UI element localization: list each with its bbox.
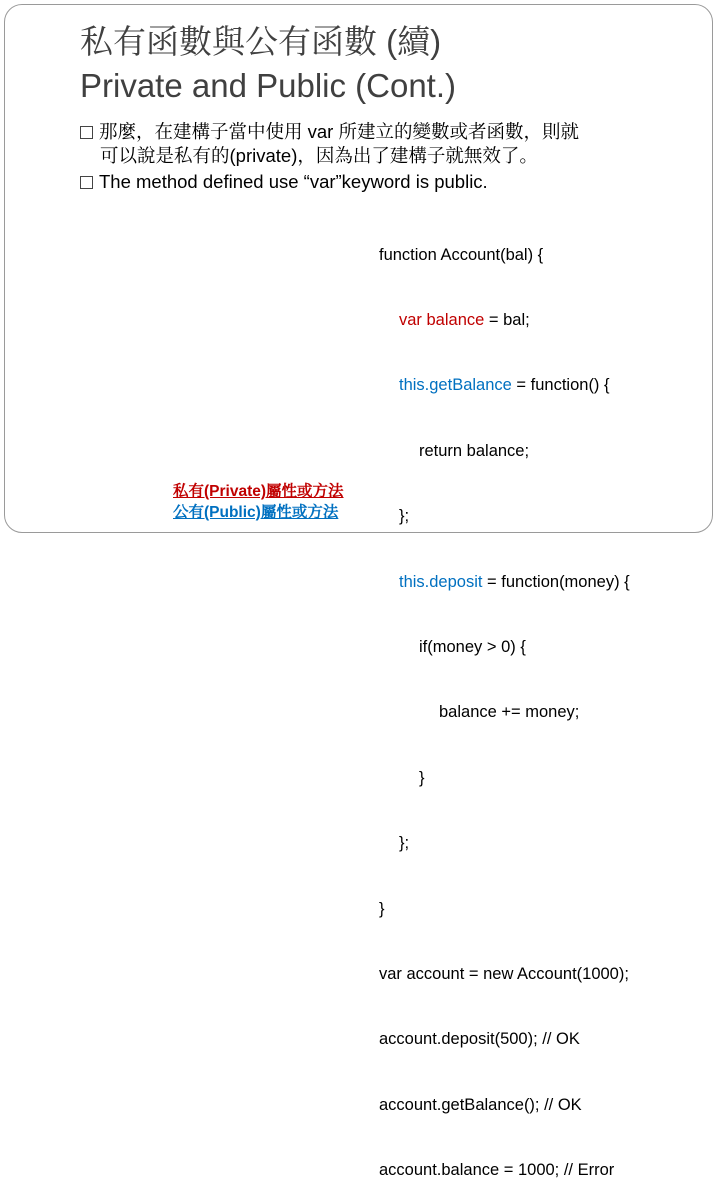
bullet-private-explanation xyxy=(80,120,579,168)
bullet-text-line2: 可以說是私有的(private)，因為出了建構子就無效了。 xyxy=(100,145,538,166)
code-line: var account = new Account(1000); xyxy=(379,964,629,983)
slide-title xyxy=(80,20,700,108)
code-line: function Account(bal) { xyxy=(379,245,544,264)
title-line-chinese: 私有函數與公有函數 (續) xyxy=(80,23,442,60)
code-block xyxy=(379,201,630,1204)
code-line: } xyxy=(379,899,385,918)
private-var-balance: var balance xyxy=(399,310,485,329)
title-line-english: Private and Public (Cont.) xyxy=(80,67,457,104)
public-deposit: this.deposit xyxy=(399,572,483,591)
square-bullet-icon xyxy=(80,126,93,139)
code-line: account.deposit(500); // OK xyxy=(379,1030,580,1049)
code-line: }; xyxy=(399,507,410,526)
code-line: balance += money; xyxy=(439,703,580,722)
code-line: } xyxy=(419,768,425,787)
square-bullet-icon xyxy=(80,176,93,189)
code-line xyxy=(379,375,630,397)
public-getbalance: this.get xyxy=(399,376,453,395)
code-line: if(money > 0) { xyxy=(419,637,526,656)
legend-public: 公有(Public)屬性或方法 xyxy=(173,504,339,521)
bullet-text-line1: 那麼，在建構子當中使用 var 所建立的變數或者函數，則就 xyxy=(99,121,579,142)
code-text: = function(money) { xyxy=(482,572,630,591)
code-line: account.balance = 1000; // Error xyxy=(379,1161,615,1180)
bullet-text: The method defined use “var”keyword is public. xyxy=(99,171,488,192)
public-getbalance-name: Balance xyxy=(452,376,512,395)
code-line: }; xyxy=(399,834,410,853)
code-line xyxy=(379,310,630,332)
code-line: return balance; xyxy=(419,441,530,460)
code-text: = function() { xyxy=(511,376,610,395)
legend-private: 私有(Private)屬性或方法 xyxy=(173,483,344,500)
bullet-public-explanation xyxy=(80,170,488,194)
code-line: account.getBalance(); // OK xyxy=(379,1095,582,1114)
code-line xyxy=(379,572,630,594)
code-text: = bal; xyxy=(484,310,530,329)
